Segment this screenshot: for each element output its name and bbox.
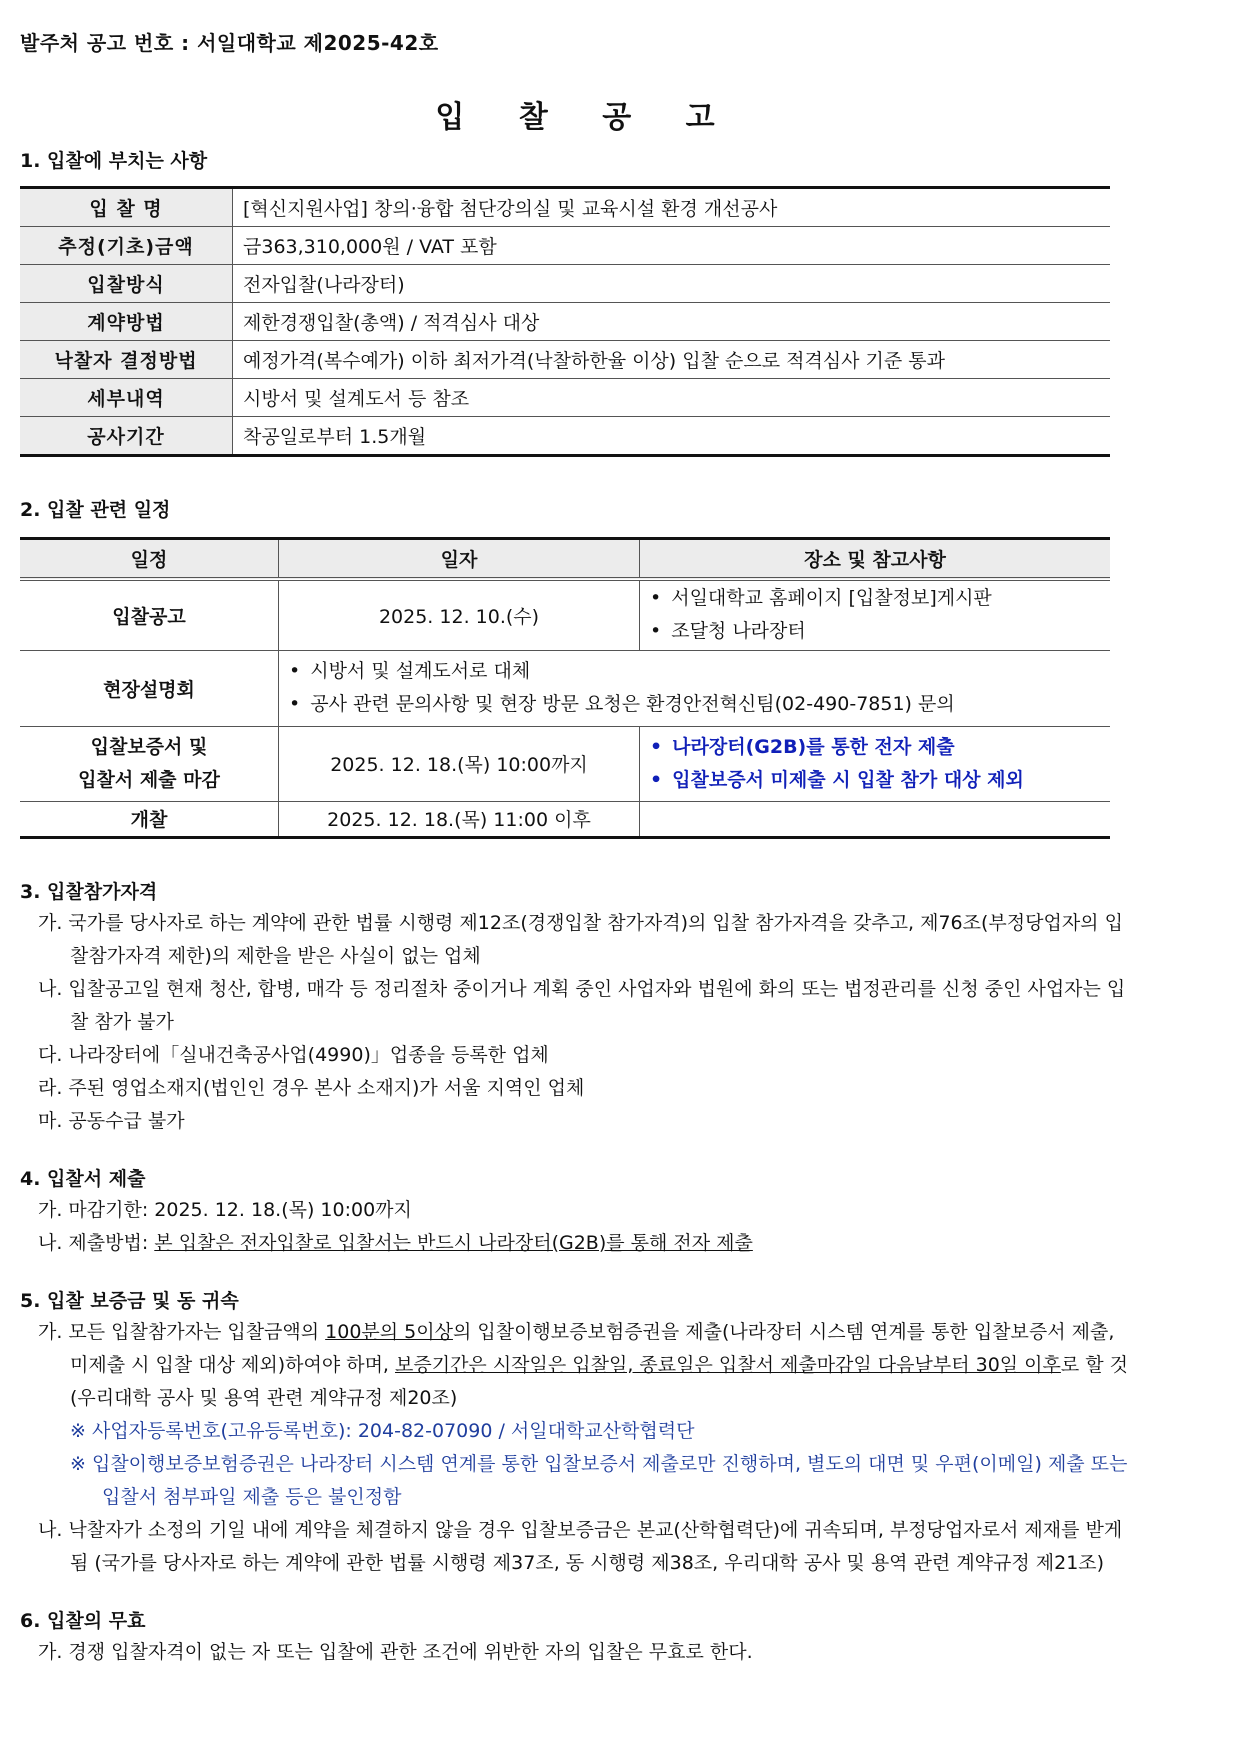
submission-method-text: 본 입찰은 전자입찰로 입찰서는 반드시 나라장터(G2B)를 통해 전자 제출 xyxy=(154,1231,753,1254)
list-item: 나. 낙찰자가 소정의 기일 내에 계약을 체결하지 않을 경우 입찰보증금은 본교(산학협력단)에 귀속되며, 부정당업자로서 제재를 받게 됨 (국가를 당사자로 하는 계약에 관한 법률 시행령 제37조, 동 시행령 제38조, 우리대학 공사 및 용역 관련 계약규정 제21조) xyxy=(38,1518,1123,1574)
list-item xyxy=(20,1316,1130,1415)
row-value: 금363,310,000원 / VAT 포함 xyxy=(233,227,1111,265)
row-label: 입 찰 명 xyxy=(20,188,233,227)
table-row xyxy=(20,417,1110,456)
table-row xyxy=(20,379,1110,417)
table-row xyxy=(20,650,1110,726)
row-value: 예정가격(복수예가) 이하 최저가격(낙찰하한율 이상) 입찰 순으로 적격심사 기준 통과 xyxy=(233,341,1111,379)
column-header: 일정 xyxy=(20,539,279,580)
table-row xyxy=(20,227,1110,265)
section-3-heading: 3. 입찰참가자격 xyxy=(20,880,158,903)
underlined-text: 보증기간은 시작일은 입찰일, 종료일은 입찰서 제출마감일 다음날부터 30일 이후 xyxy=(395,1353,1061,1376)
table-row xyxy=(20,579,1110,650)
schedule-name-line: 입찰보증서 및 xyxy=(90,735,208,758)
section-1-heading: 1. 입찰에 부치는 사항 xyxy=(20,150,208,172)
list-item: 다. 나라장터에「실내건축공사업(4990)」업종을 등록한 업체 xyxy=(38,1043,549,1066)
list-item: • 서일대학교 홈페이지 [입찰정보]게시판 xyxy=(650,582,1100,615)
table-row xyxy=(20,303,1110,341)
schedule-name-line: 입찰서 제출 마감 xyxy=(78,768,220,791)
row-value: 제한경쟁입찰(총액) / 적격심사 대상 xyxy=(233,303,1111,341)
list-item: • 시방서 및 설계도서로 대체 xyxy=(289,655,1100,688)
list-item: 라. 주된 영업소재지(법인인 경우 본사 소재지)가 서울 지역인 업체 xyxy=(38,1076,585,1099)
column-header: 일자 xyxy=(279,539,640,580)
section-6-heading: 6. 입찰의 무효 xyxy=(20,1609,146,1632)
underlined-text: 100분의 5이상 xyxy=(325,1320,453,1343)
schedule-notes xyxy=(640,579,1111,650)
list-item: 가. 국가를 당사자로 하는 계약에 관한 법률 시행령 제12조(경쟁입찰 참가자격)의 입찰 참가자격을 갖추고, 제76조(부정당업자의 입찰참가자격 제한)의 제한을 받은 사실이 없는 업체 xyxy=(38,911,1123,967)
list-item: • 나라장터(G2B)를 통한 전자 제출 xyxy=(650,731,1100,764)
text-span: 가. 모든 입찰참가자는 입찰금액의 xyxy=(38,1320,326,1343)
column-header: 장소 및 참고사항 xyxy=(640,539,1111,580)
schedule-name: 입찰공고 xyxy=(20,579,279,650)
row-label: 계약방법 xyxy=(20,303,233,341)
note-item: ※ 입찰이행보증보험증권은 나라장터 시스템 연계를 통한 입찰보증서 제출로만 진행하며, 별도의 대면 및 우편(이메일) 제출 또는 입찰서 첨부파일 제출 등은 불인정함 xyxy=(70,1452,1128,1508)
row-value: [혁신지원사업] 창의·융합 첨단강의실 및 교육시설 환경 개선공사 xyxy=(243,198,778,220)
document-page xyxy=(20,28,1130,1669)
list-item: • 조달청 나라장터 xyxy=(650,615,1100,648)
item-prefix: 나. 제출방법: xyxy=(38,1231,155,1254)
table-row xyxy=(20,726,1110,801)
schedule-notes xyxy=(640,801,1111,837)
table-row xyxy=(20,341,1110,379)
list-item: 나. 입찰공고일 현재 청산, 합병, 매각 등 정리절차 중이거나 계획 중인 사업자와 법원에 화의 또는 법정관리를 신청 중인 사업자는 입찰 참가 불가 xyxy=(38,977,1126,1033)
list-item xyxy=(20,1227,1130,1260)
row-label: 입찰방식 xyxy=(20,265,233,303)
document-title: 입 찰 공 고 xyxy=(435,100,737,135)
row-value: 시방서 및 설계도서 등 참조 xyxy=(233,379,1111,417)
schedule-date: 2025. 12. 18.(목) 10:00까지 xyxy=(279,726,640,801)
announcement-number: 발주처 공고 번호 : 서일대학교 제2025-42호 xyxy=(20,31,439,55)
row-label: 세부내역 xyxy=(20,379,233,417)
row-label: 낙찰자 결정방법 xyxy=(20,341,233,379)
list-item: • 입찰보증서 미제출 시 입찰 참가 대상 제외 xyxy=(650,764,1100,797)
row-label: 추정(기초)금액 xyxy=(20,227,233,265)
text-span: 의 입찰이행보증보험증권을 제출(나라장터 시스템 연계를 통한 입찰보증서 제출, 미제출 시 입찰 대상 제외)하여야 하며, xyxy=(70,1320,1115,1376)
row-label: 공사기간 xyxy=(20,417,233,456)
schedule-notes xyxy=(640,726,1111,801)
schedule-name: 개찰 xyxy=(20,801,279,837)
bid-overview-table xyxy=(20,186,1110,457)
table-row xyxy=(20,188,1110,227)
section-5-heading: 5. 입찰 보증금 및 동 귀속 xyxy=(20,1289,239,1312)
table-header-row xyxy=(20,539,1110,580)
schedule-table xyxy=(20,537,1110,839)
schedule-notes xyxy=(279,650,1111,726)
row-value: 착공일로부터 1.5개월 xyxy=(233,417,1111,456)
schedule-date: 2025. 12. 10.(수) xyxy=(279,579,640,650)
table-row xyxy=(20,801,1110,837)
list-item: • 공사 관련 문의사항 및 현장 방문 요청은 환경안전혁신팀(02-490-7851) 문의 xyxy=(289,688,1100,721)
note-item: ※ 사업자등록번호(고유등록번호): 204-82-07090 / 서일대학교산학협력단 xyxy=(70,1419,695,1442)
section-4-heading: 4. 입찰서 제출 xyxy=(20,1167,146,1190)
text-span: 로 할 것(우리대학 공사 및 용역 관련 계약규정 제20조) xyxy=(70,1353,1129,1409)
schedule-date: 2025. 12. 18.(목) 11:00 이후 xyxy=(279,801,640,837)
list-item: 가. 마감기한: 2025. 12. 18.(목) 10:00까지 xyxy=(38,1198,412,1221)
table-row xyxy=(20,265,1110,303)
schedule-name xyxy=(20,726,279,801)
schedule-name: 현장설명회 xyxy=(20,650,279,726)
list-item: 마. 공동수급 불가 xyxy=(38,1109,185,1132)
section-2-heading: 2. 입찰 관련 일정 xyxy=(20,499,171,521)
list-item: 가. 경쟁 입찰자격이 없는 자 또는 입찰에 관한 조건에 위반한 자의 입찰은 무효로 한다. xyxy=(38,1640,753,1663)
row-value: 전자입찰(나라장터) xyxy=(233,265,1111,303)
